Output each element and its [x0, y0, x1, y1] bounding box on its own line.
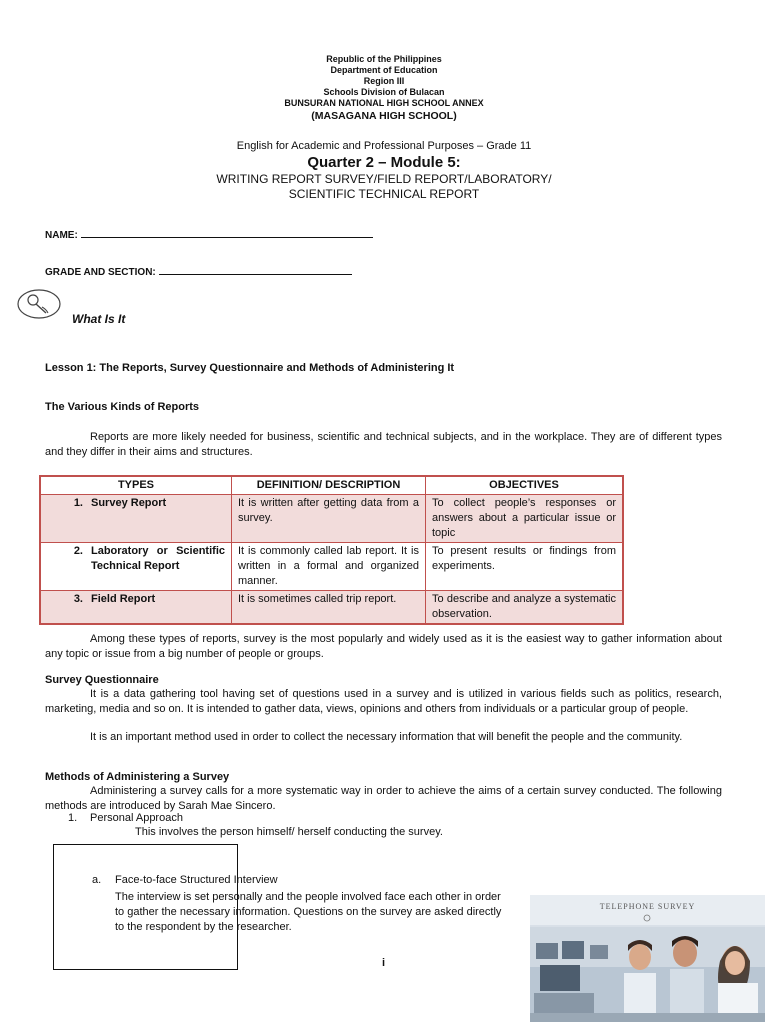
magnifier-icon [16, 287, 62, 321]
what-is-it-heading: What Is It [72, 312, 126, 326]
table-row [40, 591, 623, 625]
method-1-description: This involves the person himself/ herself conducting the survey. [135, 826, 443, 838]
telephone-survey-photo [530, 895, 765, 1022]
module-title: Quarter 2 – Module 5: [307, 154, 461, 171]
methods-heading: Methods of Administering a Survey [45, 771, 230, 783]
header-deped: Department of Education [330, 65, 438, 75]
row-number: 1. [73, 497, 83, 509]
col-header-definition: DEFINITION/ DESCRIPTION [232, 476, 426, 495]
header-school-alt: (MASAGANA HIGH SCHOOL) [311, 110, 457, 122]
header-school: BUNSURAN NATIONAL HIGH SCHOOL ANNEX [284, 98, 484, 108]
method-a-line-3: to the respondent by the researcher. [115, 921, 292, 933]
method-a-label: Face-to-face Structured Interview [115, 874, 278, 886]
name-label: NAME: [45, 230, 78, 241]
objective-cell: To collect people’s responses or answers about a particular issue or topic [426, 495, 624, 543]
grade-blank[interactable] [159, 264, 352, 275]
kinds-heading: The Various Kinds of Reports [45, 401, 200, 413]
grade-label: GRADE AND SECTION: [45, 267, 156, 278]
method-a-letter: a. [92, 874, 102, 886]
type-cell [40, 495, 232, 543]
photo-caption: TELEPHONE SURVEY [599, 902, 696, 911]
important-paragraph: It is an important method used in order to collect the necessary information that will benefit the people and the community. [90, 731, 683, 743]
survey-questionnaire-paragraph: It is a data gathering tool having set of questions used in a survey and is utilized in various fields such as politics, research, marketing, media and so on. It is intended to gather data, views, opinions and others from individuals or a particular group of people. [45, 688, 722, 715]
header-region: Region III [363, 76, 405, 86]
row-number: 2. [73, 545, 83, 557]
type-cell [40, 591, 232, 625]
page-number: i [382, 957, 386, 969]
type-label: Survey Report [91, 497, 167, 509]
survey-questionnaire-heading: Survey Questionnaire [45, 674, 159, 686]
name-field [45, 227, 373, 241]
intro-paragraph: Reports are more likely needed for business, scientific and technical subjects, and in the workplace. They are of different types and they differ in their aims and structures. [45, 431, 722, 458]
lesson-heading: Lesson 1: The Reports, Survey Questionnaire and Methods of Administering It [45, 362, 455, 374]
table-row [40, 495, 623, 543]
method-1-label: Personal Approach [90, 812, 183, 824]
call-center-illustration [530, 895, 765, 1022]
topic-line-2: SCIENTIFIC TECHNICAL REPORT [288, 187, 480, 201]
subject-title: English for Academic and Professional Purposes – Grade 11 [236, 140, 532, 152]
type-label: Field Report [91, 593, 156, 605]
methods-paragraph: Administering a survey calls for a more systematic way in order to achieve the aims of a certain survey conducted. The following methods are introduced by Sarah Mae Sincero. [45, 785, 722, 812]
method-1-number: 1. [68, 812, 78, 824]
grade-field [45, 264, 352, 278]
name-blank[interactable] [81, 227, 373, 238]
method-a-line-1: The interview is set personally and the people involved face each other in order [115, 891, 501, 903]
method-a-line-2: to gather the necessary information. Questions on the survey are asked directly [115, 906, 502, 918]
topic-line-1: WRITING REPORT SURVEY/FIELD REPORT/LABORATORY/ [216, 172, 552, 186]
definition-cell: It is sometimes called trip report. [232, 591, 426, 625]
report-types-table [39, 475, 624, 625]
type-label: Laboratory or Scientific Technical Report [91, 545, 225, 572]
definition-cell: It is written after getting data from a survey. [232, 495, 426, 543]
table-row [40, 543, 623, 591]
header-division: Schools Division of Bulacan [323, 87, 445, 97]
objective-cell: To present results or findings from experiments. [426, 543, 624, 591]
table-header-row [40, 476, 623, 495]
col-header-objectives: OBJECTIVES [426, 476, 624, 495]
col-header-types: TYPES [40, 476, 232, 495]
definition-cell: It is commonly called lab report. It is written in a formal and organized manner. [232, 543, 426, 591]
row-number: 3. [73, 593, 83, 605]
objective-cell: To describe and analyze a systematic observation. [426, 591, 624, 625]
header-republic: Republic of the Philippines [326, 54, 442, 64]
type-cell [40, 543, 232, 591]
among-paragraph: Among these types of reports, survey is the most popularly and widely used as it is the easiest way to gather information about any topic or issue from a big number of people or groups. [45, 633, 722, 660]
